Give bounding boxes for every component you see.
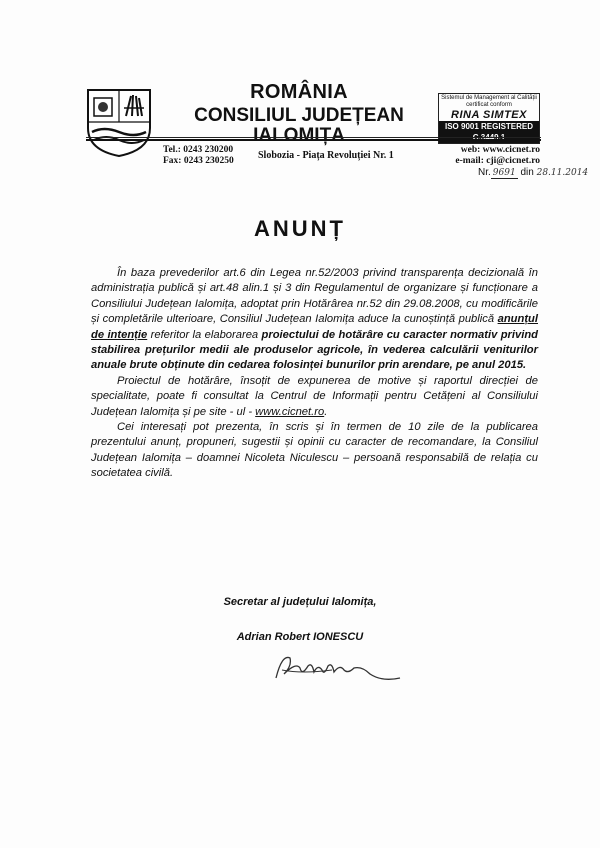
phone-number: Tel.: 0243 230200 [163, 145, 234, 155]
header-divider-thin [86, 137, 541, 138]
paragraph-3: Cei interesați pot prezenta, în scris și în termen de 10 zile de la publicarea prezentului anunț, propuneri, sugestii și opinii cu caracter de recomandare, la Consiliul Județean Ialomița – doamnei Nicoleta Niculescu – persoană responsabilă de relația cu societatea civilă. [91, 421, 538, 480]
document-title: ANUNȚ [254, 216, 346, 241]
p1-intent-notice: anunțul de intenție [91, 313, 538, 341]
website-link[interactable]: www.cicnet.ro [255, 405, 325, 418]
county-coat-of-arms-icon [84, 86, 154, 158]
contact-phones [163, 145, 234, 167]
registration-number [478, 167, 588, 178]
iso-line-2: certificat conform [466, 102, 512, 108]
iso-line-1: Sistemul de Management al Calității [441, 95, 537, 101]
nr-value: 9691 [492, 168, 516, 178]
paragraph-2 [91, 374, 538, 420]
header-divider-thick [86, 139, 541, 141]
nr-label: Nr. [478, 167, 491, 178]
p2-text-b: . [324, 405, 328, 418]
handwritten-signature-icon [262, 644, 412, 692]
p1-text-a: În baza prevederilor art.6 din Legea nr.52/2003 privind transparența decizională în administrația publică și art.48 alin.1 și 3 din Regulamentul de organizare și funcționare a Consiliului Județean Ialomița, adoptat prin Hotărârea nr.52 din 29.08.2008, cu modificările și completările ulterioare, Consiliul Județean Ialomița aduce la cunoștință publică [91, 267, 538, 326]
p1-project-title: proiectului de hotărâre cu caracter normativ privind stabilirea prețurilor medii ale produselor agricole, în vederea calculării veniturilor anuale brute obținute din cedarea folosinței bunurilor prin arendare, pe anul 2015. [91, 328, 538, 372]
date-value: 28.11.2014 [536, 168, 589, 178]
signatory-role: Secretar al județului Ialomița, [223, 596, 377, 608]
header-institution: CONSILIUL JUDEȚEAN IALOMIȚA [194, 105, 404, 146]
p2-text-a: Proiectul de hotărâre, însoțit de expunerea de motive și raportul direcției de specialitate, poate fi consultat la Centrul de Informații pentru Cetățeni al Consiliului Județean Ialomița și pe site - ul - [91, 374, 538, 418]
website: web: www.cicnet.ro [460, 145, 540, 155]
signatory-name: Adrian Robert IONESCU [236, 631, 364, 643]
paragraph-1 [91, 266, 538, 374]
p1-text-c: referitor la elaborarea [147, 328, 262, 341]
contact-online [420, 145, 540, 167]
iso-brand: RINA SIMTEX [451, 109, 527, 121]
contact-address: Slobozia - Piața Revoluției Nr. 1 [258, 150, 394, 161]
fax-number: Fax: 0243 230250 [163, 156, 234, 166]
date-label: din [520, 167, 534, 178]
header-country: ROMÂNIA [250, 81, 348, 103]
iso-registered: ISO 9001 REGISTERED C.3449.1 [439, 121, 539, 143]
email: e-mail: cji@cicnet.ro [455, 156, 540, 166]
document-body [91, 266, 538, 482]
